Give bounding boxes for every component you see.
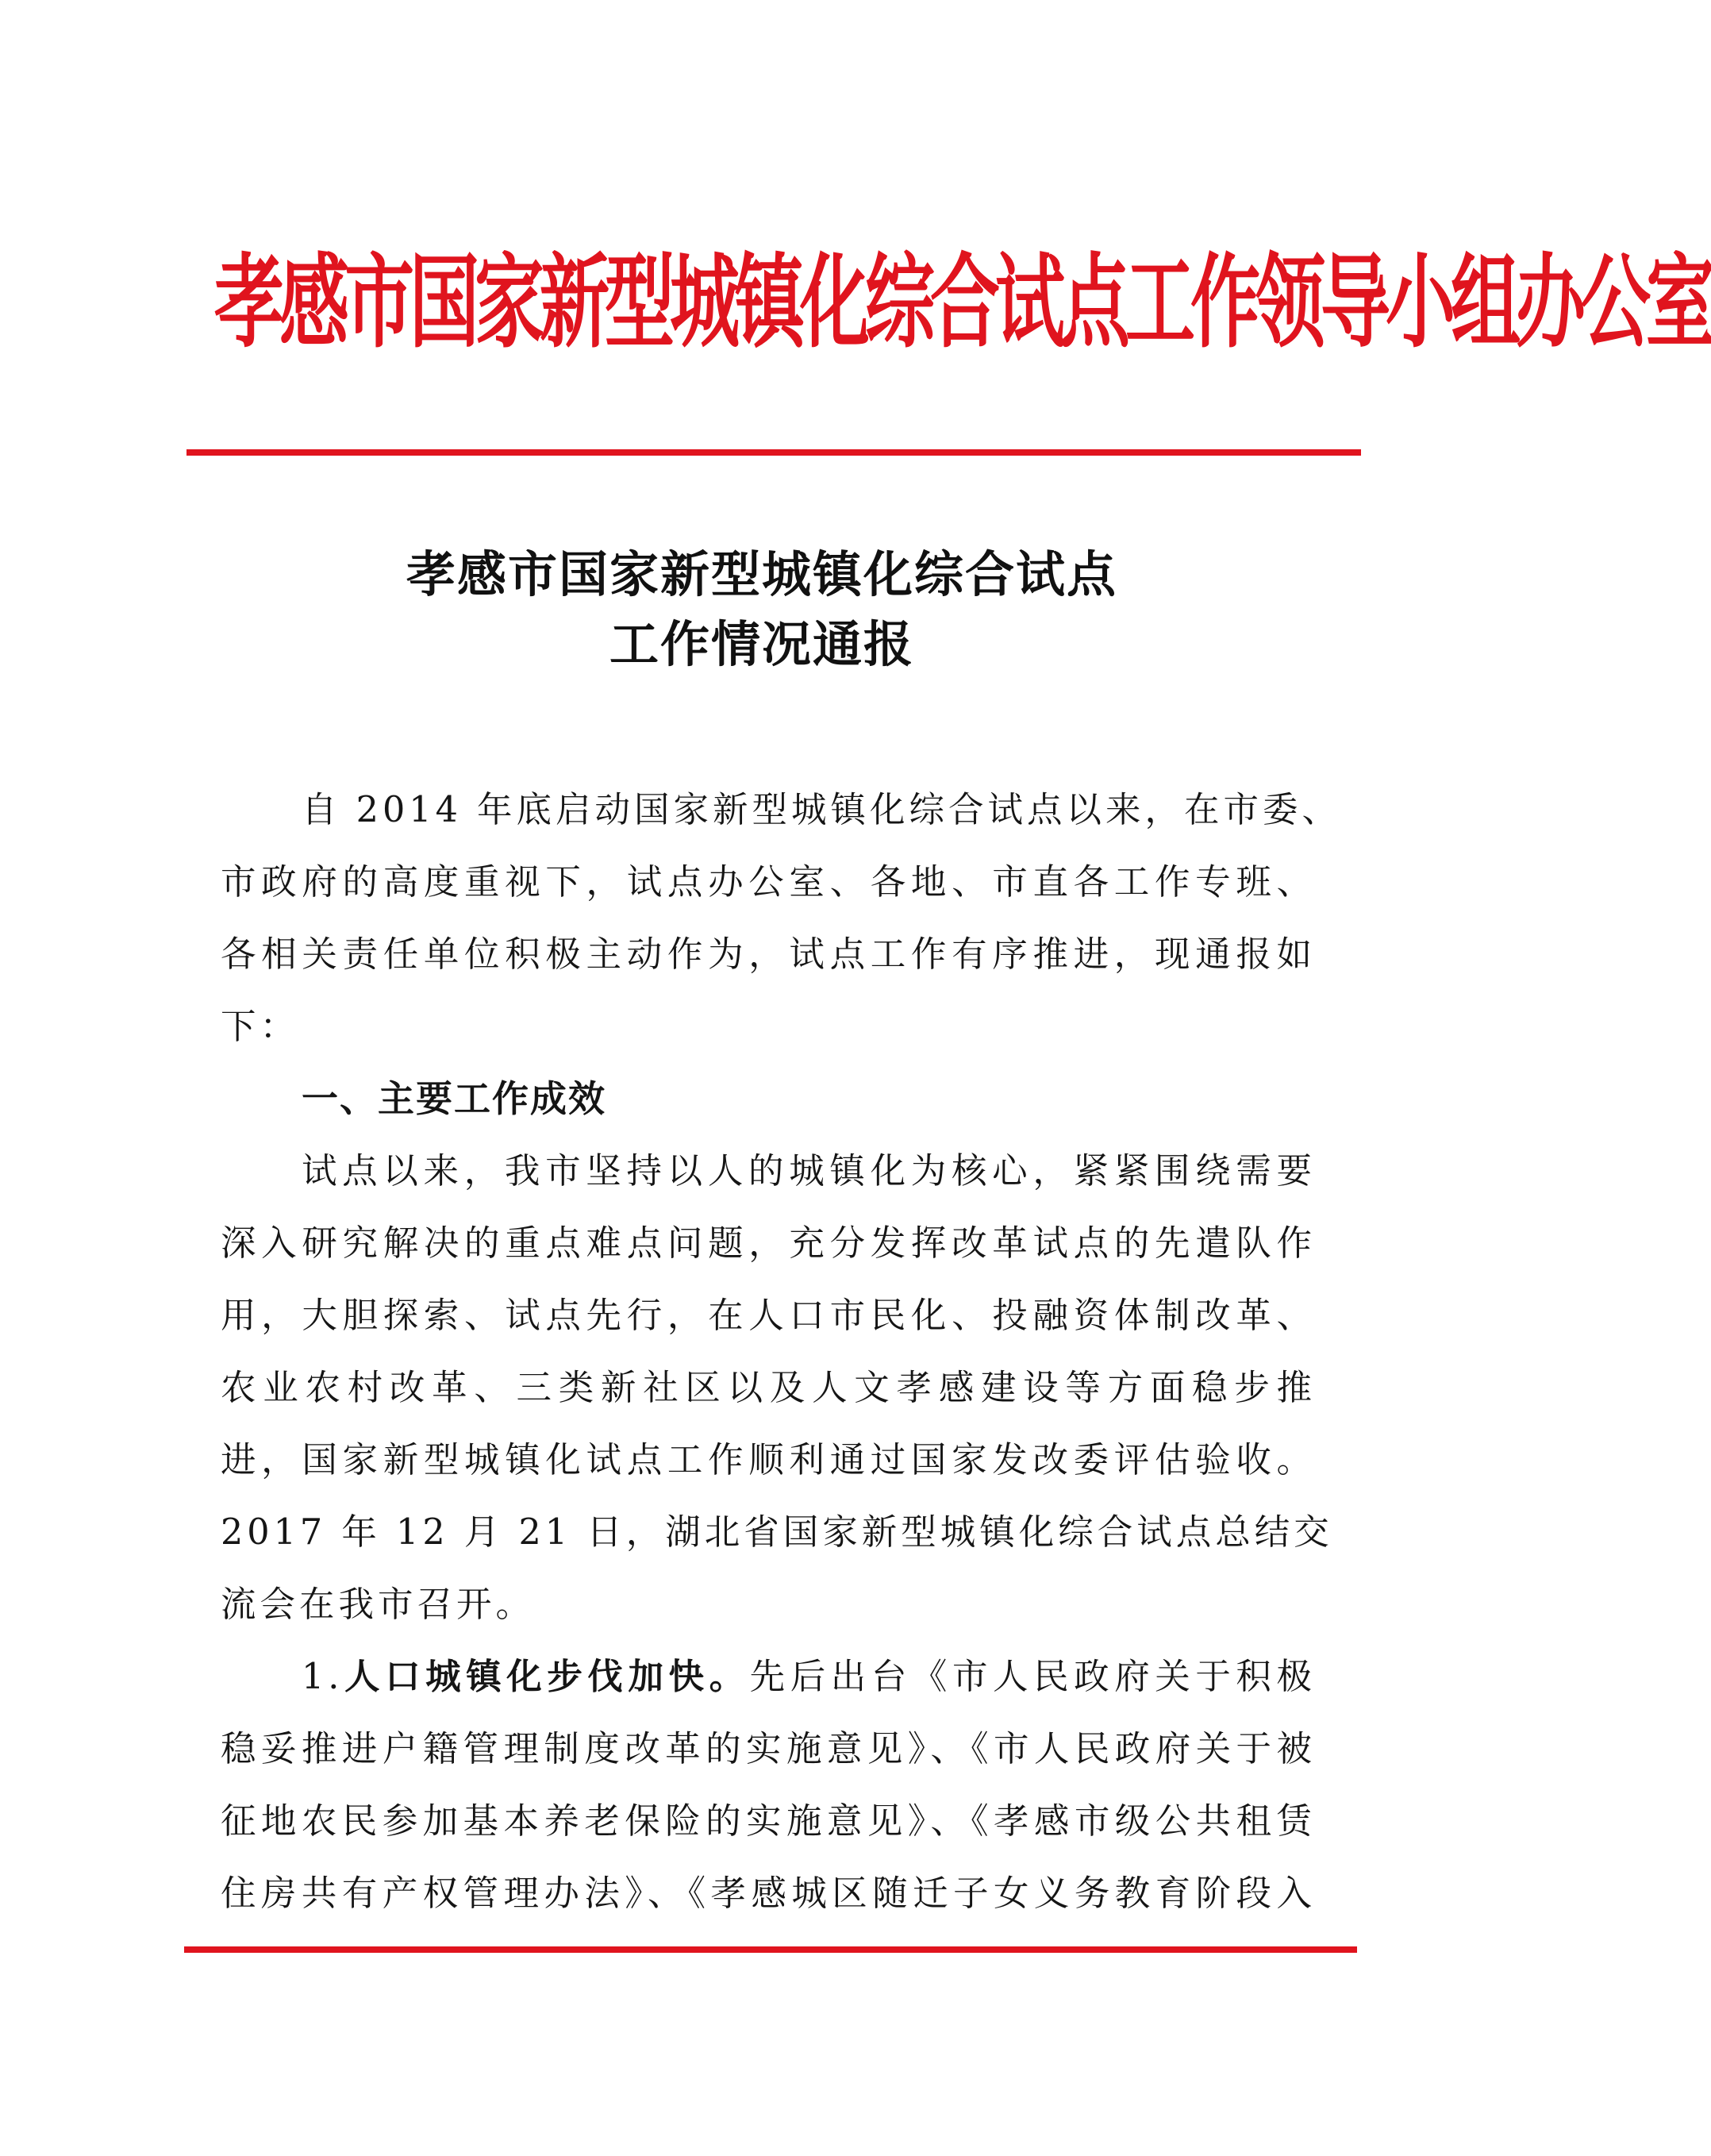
footer-rule — [184, 1946, 1357, 1953]
item1-line: 稳妥推进户籍管理制度改革的实施意见》、《市人民政府关于被 — [221, 1729, 1316, 1769]
section-paragraph-line: 用，大胆探索、试点先行，在人口市民化、投融资体制改革、 — [221, 1296, 1316, 1336]
intro-line: 下： — [221, 1007, 300, 1047]
document-title-line1: 孝感市国家新型城镇化综合试点 — [406, 545, 1117, 603]
intro-line: 自 2014 年底启动国家新型城镇化综合试点以来，在市委、 — [302, 790, 1342, 830]
section-paragraph-line: 流会在我市召开。 — [221, 1584, 536, 1625]
section-paragraph-line: 农业农村改革、三类新社区以及人文孝感建设等方面稳步推 — [221, 1368, 1316, 1408]
letterhead-rule-top — [186, 449, 1361, 456]
item1-first-line — [221, 1641, 1316, 1713]
document-title-line2: 工作情况通报 — [609, 615, 914, 673]
document-title — [190, 540, 1333, 680]
item1-number: 1. — [302, 1657, 344, 1697]
letterhead-organization: 孝感市国家新型城镇化综合试点工作领导小组办公室 — [214, 241, 1711, 362]
section-paragraph-line: 深入研究解决的重点难点问题，充分发挥改革试点的先遣队作 — [221, 1223, 1316, 1264]
section-paragraph-line: 进，国家新型城镇化试点工作顺利通过国家发改委评估验收。 — [221, 1440, 1316, 1480]
section-paragraph-line: 2017 年 12 月 21 日，湖北省国家新型城镇化综合试点总结交 — [221, 1512, 1333, 1553]
item1-line: 住房共有产权管理办法》、《孝感城区随迁子女义务教育阶段入 — [221, 1873, 1316, 1914]
document-body — [221, 774, 1342, 1930]
item1-first-line-rest: 先后出台《市人民政府关于积极 — [749, 1657, 1316, 1697]
intro-line: 各相关责任单位积极主动作为，试点工作有序推进，现通报如 — [221, 934, 1316, 975]
section-heading: 一、主要工作成效 — [302, 1077, 606, 1120]
intro-line: 市政府的高度重视下，试点办公室、各地、市直各工作专班、 — [221, 862, 1316, 903]
item1-line: 征地农民参加基本养老保险的实施意见》、《孝感市级公共租赁 — [221, 1801, 1316, 1842]
item1-lead: 人口城镇化步伐加快。 — [343, 1657, 750, 1697]
section-paragraph-line: 试点以来，我市坚持以人的城镇化为核心，紧紧围绕需要 — [302, 1151, 1316, 1192]
